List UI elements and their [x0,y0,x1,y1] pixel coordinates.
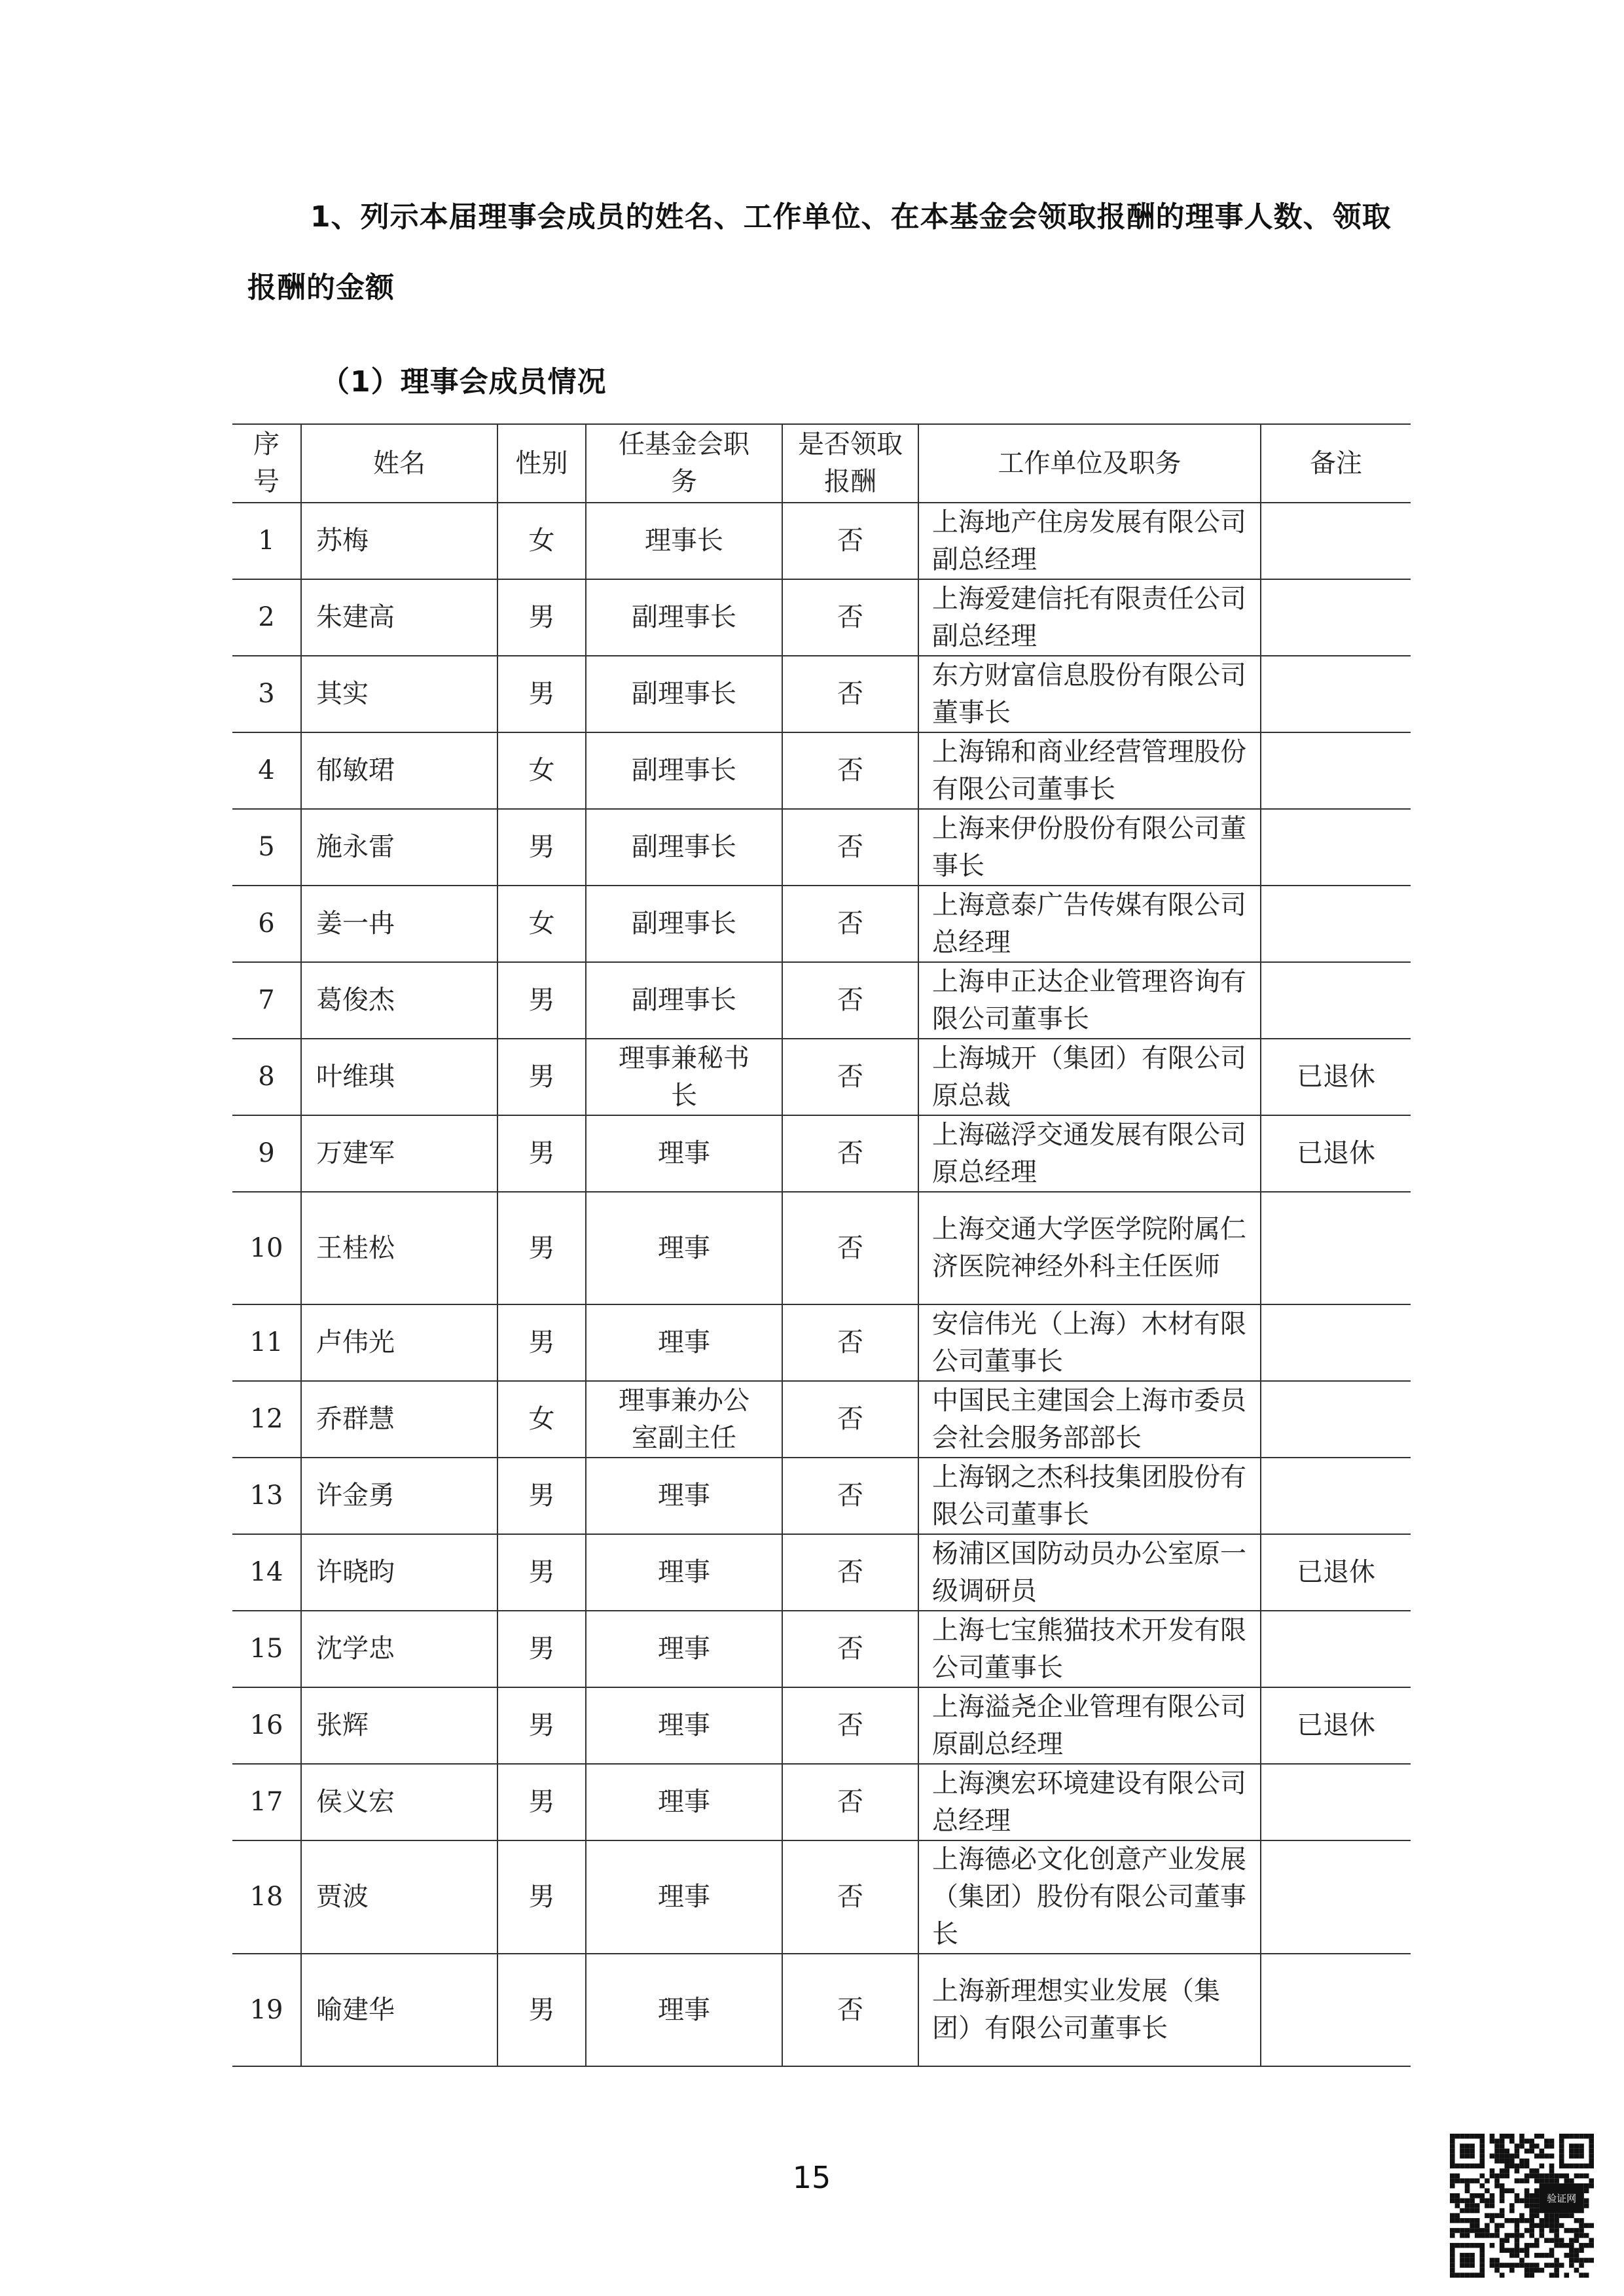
cell-remark: 已退休 [1261,1534,1411,1611]
cell-position: 理事 [586,1534,782,1611]
cell-gender: 男 [497,962,586,1039]
qr-code[interactable] [1450,2134,1594,2278]
cell-gender: 男 [497,1039,586,1115]
cell-no: 18 [232,1840,301,1954]
cell-no: 17 [232,1764,301,1840]
cell-unit: 上海澳宏环境建设有限公司总经理 [918,1764,1261,1840]
cell-name: 万建军 [301,1115,497,1192]
cell-remark: 已退休 [1261,1687,1411,1764]
cell-name: 郁敏珺 [301,732,497,809]
header-no: 序号 [232,424,301,503]
cell-no: 10 [232,1192,301,1304]
cell-unit: 上海爱建信托有限责任公司副总经理 [918,579,1261,656]
cell-position: 理事 [586,1764,782,1840]
cell-unit: 上海锦和商业经营管理股份有限公司董事长 [918,732,1261,809]
cell-no: 5 [232,809,301,886]
cell-paid: 否 [782,1687,918,1764]
table-row [232,809,1411,886]
cell-paid: 否 [782,1381,918,1458]
cell-gender: 男 [497,1687,586,1764]
cell-remark [1261,1954,1411,2066]
cell-name: 苏梅 [301,503,497,579]
table-header-row [232,424,1411,503]
cell-position: 副理事长 [586,886,782,962]
cell-unit: 上海意泰广告传媒有限公司总经理 [918,886,1261,962]
cell-gender: 男 [497,1611,586,1687]
table-row [232,1115,1411,1192]
cell-gender: 男 [497,809,586,886]
cell-name: 许晓昀 [301,1534,497,1611]
cell-paid: 否 [782,1192,918,1304]
cell-remark [1261,656,1411,732]
cell-paid: 否 [782,1611,918,1687]
cell-gender: 男 [497,1840,586,1954]
cell-position: 副理事长 [586,579,782,656]
cell-paid: 否 [782,1954,918,2066]
cell-no: 9 [232,1115,301,1192]
header-unit: 工作单位及职务 [918,424,1261,503]
cell-no: 1 [232,503,301,579]
table-row [232,656,1411,732]
cell-unit: 上海新理想实业发展（集团）有限公司董事长 [918,1954,1261,2066]
cell-no: 13 [232,1458,301,1534]
cell-paid: 否 [782,962,918,1039]
cell-name: 沈学忠 [301,1611,497,1687]
cell-paid: 否 [782,656,918,732]
cell-name: 王桂松 [301,1192,497,1304]
cell-no: 8 [232,1039,301,1115]
table-row [232,1304,1411,1381]
cell-paid: 否 [782,1534,918,1611]
cell-paid: 否 [782,886,918,962]
cell-gender: 男 [497,1954,586,2066]
cell-paid: 否 [782,809,918,886]
table-row [232,1039,1411,1115]
cell-remark [1261,1764,1411,1840]
section-heading-text: 1、列示本届理事会成员的姓名、工作单位、在本基金会领取报酬的理事人数、领取报酬的金额 [247,200,1392,304]
header-paid: 是否领取报酬 [782,424,918,503]
qr-label: 验证网 [1547,2192,1577,2204]
table-row [232,732,1411,809]
cell-no: 16 [232,1687,301,1764]
cell-gender: 男 [497,1534,586,1611]
cell-paid: 否 [782,1304,918,1381]
cell-gender: 女 [497,503,586,579]
cell-name: 叶维琪 [301,1039,497,1115]
table-row [232,1381,1411,1458]
cell-position: 理事 [586,1687,782,1764]
cell-paid: 否 [782,1039,918,1115]
cell-position: 副理事长 [586,809,782,886]
cell-paid: 否 [782,1840,918,1954]
sub-heading: （1）理事会成员情况 [321,365,607,399]
table-row [232,579,1411,656]
cell-name: 朱建高 [301,579,497,656]
header-position: 任基金会职务 [586,424,782,503]
cell-unit: 上海交通大学医学院附属仁济医院神经外科主任医师 [918,1192,1261,1304]
cell-unit: 中国民主建国会上海市委员会社会服务部部长 [918,1381,1261,1458]
cell-name: 许金勇 [301,1458,497,1534]
cell-position: 理事长 [586,503,782,579]
cell-remark [1261,886,1411,962]
cell-unit: 杨浦区国防动员办公室原一级调研员 [918,1534,1261,1611]
cell-name: 卢伟光 [301,1304,497,1381]
cell-name: 其实 [301,656,497,732]
page-number: 15 [792,2160,831,2195]
cell-no: 2 [232,579,301,656]
table-row [232,962,1411,1039]
cell-name: 侯义宏 [301,1764,497,1840]
table-row [232,1192,1411,1304]
table-row [232,1458,1411,1534]
cell-unit: 上海德必文化创意产业发展（集团）股份有限公司董事长 [918,1840,1261,1954]
cell-position: 副理事长 [586,732,782,809]
cell-paid: 否 [782,503,918,579]
cell-position: 理事 [586,1115,782,1192]
cell-no: 3 [232,656,301,732]
cell-unit: 上海来伊份股份有限公司董事长 [918,809,1261,886]
cell-gender: 男 [497,1115,586,1192]
cell-gender: 男 [497,1458,586,1534]
header-remark: 备注 [1261,424,1411,503]
cell-position: 理事兼秘书长 [586,1039,782,1115]
cell-no: 15 [232,1611,301,1687]
cell-remark [1261,503,1411,579]
cell-unit: 上海城开（集团）有限公司原总裁 [918,1039,1261,1115]
cell-gender: 男 [497,1304,586,1381]
cell-position: 副理事长 [586,962,782,1039]
header-gender: 性别 [497,424,586,503]
table-row [232,503,1411,579]
cell-unit: 安信伟光（上海）木材有限公司董事长 [918,1304,1261,1381]
cell-unit: 上海七宝熊猫技术开发有限公司董事长 [918,1611,1261,1687]
cell-remark [1261,732,1411,809]
cell-remark [1261,1458,1411,1534]
cell-no: 14 [232,1534,301,1611]
cell-unit: 上海磁浮交通发展有限公司原总经理 [918,1115,1261,1192]
cell-remark [1261,1611,1411,1687]
cell-unit: 上海申正达企业管理咨询有限公司董事长 [918,962,1261,1039]
cell-position: 副理事长 [586,656,782,732]
cell-no: 12 [232,1381,301,1458]
cell-remark [1261,962,1411,1039]
cell-remark: 已退休 [1261,1039,1411,1115]
header-name: 姓名 [301,424,497,503]
cell-remark [1261,579,1411,656]
cell-name: 贾波 [301,1840,497,1954]
table-row [232,1534,1411,1611]
table-row [232,1687,1411,1764]
cell-gender: 男 [497,656,586,732]
cell-remark: 已退休 [1261,1115,1411,1192]
cell-no: 6 [232,886,301,962]
cell-name: 乔群慧 [301,1381,497,1458]
cell-name: 张辉 [301,1687,497,1764]
cell-position: 理事 [586,1304,782,1381]
cell-remark [1261,1304,1411,1381]
cell-gender: 男 [497,1764,586,1840]
cell-position: 理事 [586,1840,782,1954]
table-row [232,886,1411,962]
cell-paid: 否 [782,1458,918,1534]
cell-no: 4 [232,732,301,809]
cell-position: 理事 [586,1954,782,2066]
cell-unit: 上海地产住房发展有限公司副总经理 [918,503,1261,579]
table-row [232,1954,1411,2066]
cell-paid: 否 [782,732,918,809]
cell-no: 7 [232,962,301,1039]
section-heading [247,182,1413,323]
cell-unit: 上海钢之杰科技集团股份有限公司董事长 [918,1458,1261,1534]
cell-remark [1261,1192,1411,1304]
cell-name: 姜一冉 [301,886,497,962]
cell-name: 施永雷 [301,809,497,886]
cell-position: 理事 [586,1458,782,1534]
cell-remark [1261,1381,1411,1458]
cell-position: 理事 [586,1611,782,1687]
cell-unit: 上海溢尧企业管理有限公司原副总经理 [918,1687,1261,1764]
cell-paid: 否 [782,1764,918,1840]
board-members-table [232,423,1411,2067]
cell-position: 理事兼办公室副主任 [586,1381,782,1458]
cell-paid: 否 [782,1115,918,1192]
cell-paid: 否 [782,579,918,656]
cell-remark [1261,1840,1411,1954]
table-row [232,1611,1411,1687]
cell-name: 葛俊杰 [301,962,497,1039]
cell-gender: 女 [497,732,586,809]
cell-remark [1261,809,1411,886]
cell-position: 理事 [586,1192,782,1304]
cell-no: 19 [232,1954,301,2066]
cell-gender: 女 [497,1381,586,1458]
cell-gender: 男 [497,1192,586,1304]
table-row [232,1764,1411,1840]
cell-gender: 女 [497,886,586,962]
cell-unit: 东方财富信息股份有限公司董事长 [918,656,1261,732]
cell-no: 11 [232,1304,301,1381]
cell-gender: 男 [497,579,586,656]
table-row [232,1840,1411,1954]
cell-name: 喻建华 [301,1954,497,2066]
